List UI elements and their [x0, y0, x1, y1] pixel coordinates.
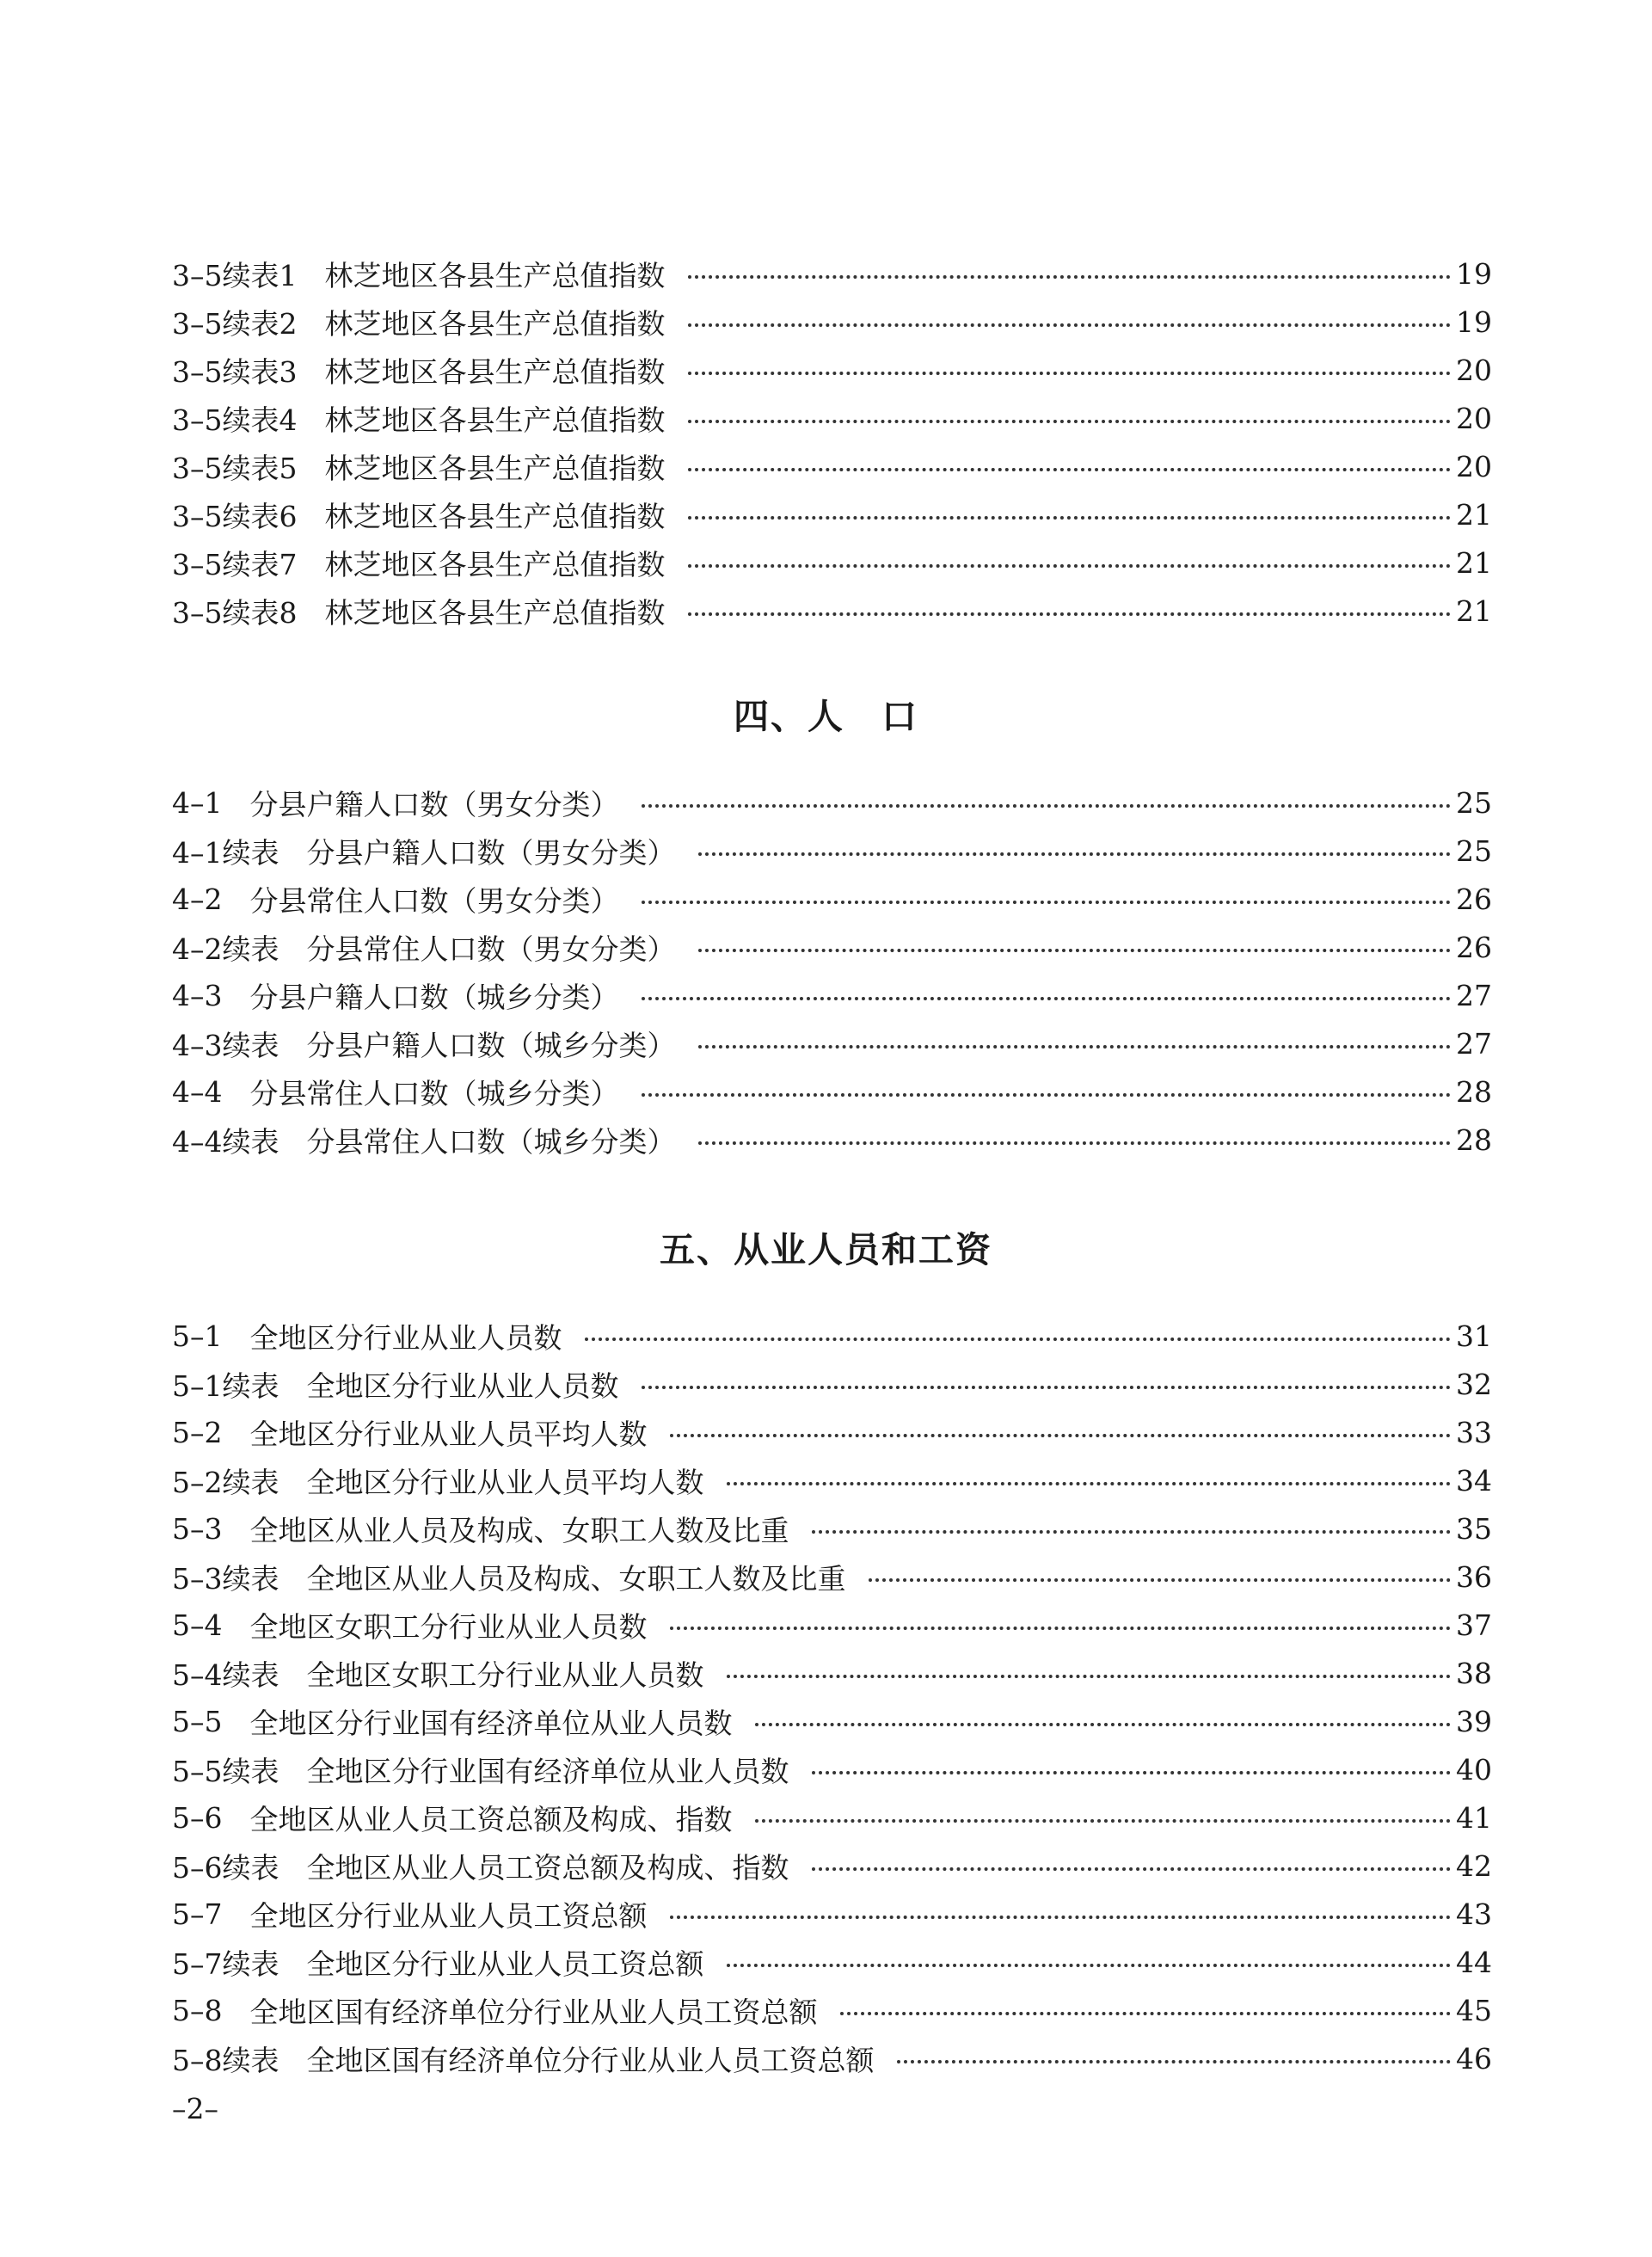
toc-entry-title: 林芝地区各县生产总值指数: [324, 354, 666, 389]
dot-leader: [812, 1867, 1452, 1871]
toc-entry[interactable]: [172, 1312, 1492, 1360]
toc-entry-number: 4–3: [172, 978, 223, 1012]
toc-entry-number: 5–8: [172, 1993, 223, 2027]
toc-entry-title: 全地区女职工分行业从业人员数: [249, 1609, 648, 1644]
dot-leader: [642, 1386, 1452, 1389]
toc-entry-title: 全地区从业人员工资总额及构成、指数: [306, 1850, 789, 1885]
toc-entry[interactable]: [172, 971, 1492, 1019]
toc-entry[interactable]: [172, 1553, 1492, 1601]
toc-entry-page-number: 46: [1456, 2041, 1492, 2076]
dot-leader: [698, 852, 1452, 856]
toc-entry-number: 5–3续表: [172, 1561, 279, 1596]
toc-entry-page-number: 19: [1456, 304, 1492, 339]
dot-leader: [688, 323, 1452, 327]
toc-entry[interactable]: [172, 1890, 1492, 1938]
toc-section-5-list: [172, 1312, 1492, 2082]
toc-entry-title: 全地区分行业从业人员工资总额: [249, 1898, 648, 1933]
toc-entry-number: 5–1: [172, 1319, 223, 1353]
toc-entry-number: 3–5续表6: [172, 499, 298, 533]
toc-entry-page-number: 26: [1456, 930, 1492, 964]
toc-entry-number: 5–5续表: [172, 1754, 279, 1788]
toc-entry-number: 5–6: [172, 1800, 223, 1835]
dot-leader: [670, 1916, 1452, 1919]
toc-entry[interactable]: [172, 2034, 1492, 2082]
toc-entry-title: 分县户籍人口数（男女分类）: [249, 787, 619, 821]
toc-entry-page-number: 20: [1456, 353, 1492, 387]
toc-entry-title: 全地区分行业国有经济单位从业人员数: [249, 1706, 733, 1740]
dot-leader: [698, 1141, 1452, 1145]
toc-entry-page-number: 20: [1456, 449, 1492, 483]
toc-entry[interactable]: [172, 1697, 1492, 1745]
section-5-heading: 五、从业人员和工资: [660, 1229, 992, 1270]
toc-entry-number: 4–1: [172, 785, 223, 820]
toc-entry-page-number: 44: [1456, 1945, 1492, 1979]
toc-entry[interactable]: [172, 1842, 1492, 1890]
toc-entry-page-number: 39: [1456, 1704, 1492, 1738]
dot-leader: [642, 997, 1452, 1000]
dot-leader: [812, 1530, 1452, 1534]
toc-entry-page-number: 25: [1456, 833, 1492, 868]
dot-leader: [585, 1338, 1452, 1341]
dot-leader: [688, 468, 1452, 471]
toc-entry-number: 5–1续表: [172, 1368, 279, 1403]
toc-entry-title: 分县户籍人口数（男女分类）: [306, 835, 676, 870]
toc-entry[interactable]: [172, 778, 1492, 827]
toc-entry-title: 分县户籍人口数（城乡分类）: [249, 980, 619, 1014]
toc-entry-number: 5–5: [172, 1704, 223, 1738]
dot-leader: [869, 1578, 1452, 1582]
toc-entry-page-number: 45: [1456, 1993, 1492, 2027]
toc-entry-number: 3–5续表1: [172, 258, 298, 292]
toc-entry[interactable]: [172, 1360, 1492, 1408]
toc-entry-page-number: 28: [1456, 1122, 1492, 1157]
toc-entry[interactable]: [172, 875, 1492, 923]
toc-entry[interactable]: [172, 587, 1492, 635]
dot-leader: [688, 275, 1452, 279]
toc-entry-title: 林芝地区各县生产总值指数: [324, 258, 666, 292]
toc-entry-number: 4–3续表: [172, 1028, 279, 1062]
toc-entry-page-number: 27: [1456, 1026, 1492, 1061]
toc-entry[interactable]: [172, 827, 1492, 875]
toc-entry-title: 分县常住人口数（男女分类）: [249, 883, 619, 918]
dot-leader: [688, 564, 1452, 568]
toc-entry-number: 4–4: [172, 1074, 223, 1109]
toc-entry-number: 5–3: [172, 1511, 223, 1546]
toc-entry-title: 林芝地区各县生产总值指数: [324, 306, 666, 341]
dot-leader: [727, 1964, 1452, 1967]
toc-entry-title: 全地区分行业从业人员工资总额: [306, 1946, 704, 1981]
dot-leader: [755, 1819, 1452, 1823]
toc-entry-page-number: 35: [1456, 1511, 1492, 1546]
toc-entry-title: 全地区从业人员工资总额及构成、指数: [249, 1802, 733, 1836]
toc-entry-title: 全地区从业人员及构成、女职工人数及比重: [249, 1513, 789, 1547]
toc-entry-title: 分县常住人口数（男女分类）: [306, 932, 676, 966]
toc-entry[interactable]: [172, 1504, 1492, 1553]
toc-section-4-list: [172, 778, 1492, 1164]
toc-entry[interactable]: [172, 249, 1492, 298]
toc-entry[interactable]: [172, 490, 1492, 538]
toc-entry-page-number: 26: [1456, 882, 1492, 916]
toc-entry-number: 3–5续表4: [172, 403, 298, 437]
toc-entry-page-number: 21: [1456, 545, 1492, 580]
toc-entry-title: 林芝地区各县生产总值指数: [324, 499, 666, 533]
toc-entry-page-number: 43: [1456, 1897, 1492, 1931]
dot-leader: [688, 516, 1452, 520]
toc-entry-number: 5–2续表: [172, 1465, 279, 1499]
toc-entry-number: 4–2: [172, 882, 223, 916]
toc-entry-number: 5–4: [172, 1608, 223, 1642]
toc-entry[interactable]: [172, 1019, 1492, 1067]
toc-entry[interactable]: [172, 1408, 1492, 1456]
toc-entry[interactable]: [172, 1067, 1492, 1116]
dot-leader: [670, 1434, 1452, 1437]
toc-entry-page-number: 27: [1456, 978, 1492, 1012]
toc-entry-title: 全地区从业人员及构成、女职工人数及比重: [306, 1561, 846, 1596]
toc-entry-title: 分县常住人口数（城乡分类）: [306, 1124, 676, 1159]
toc-entry-number: 3–5续表2: [172, 306, 298, 341]
toc-entry-number: 5–8续表: [172, 2043, 279, 2077]
dot-leader: [688, 420, 1452, 423]
toc-entry[interactable]: [172, 1793, 1492, 1842]
toc-entry[interactable]: [172, 346, 1492, 394]
toc-entry-title: 林芝地区各县生产总值指数: [324, 547, 666, 581]
toc-entry-number: 3–5续表5: [172, 451, 298, 485]
toc-entry-title: 全地区国有经济单位分行业从业人员工资总额: [249, 1995, 818, 2029]
toc-entry[interactable]: [172, 1116, 1492, 1164]
toc-entry-title: 全地区分行业从业人员平均人数: [249, 1417, 648, 1451]
dot-leader: [812, 1771, 1452, 1774]
toc-entry-number: 5–4续表: [172, 1657, 279, 1692]
toc-entry-number: 4–2续表: [172, 932, 279, 966]
toc-entry[interactable]: [172, 298, 1492, 346]
toc-entry[interactable]: [172, 923, 1492, 971]
toc-entry-number: 3–5续表7: [172, 547, 298, 581]
toc-entry[interactable]: [172, 1938, 1492, 1986]
toc-entry[interactable]: [172, 394, 1492, 442]
toc-entry-page-number: 20: [1456, 401, 1492, 435]
toc-entry-number: 5–2: [172, 1415, 223, 1449]
toc-entry-page-number: 21: [1456, 593, 1492, 628]
toc-entry-page-number: 40: [1456, 1752, 1492, 1787]
toc-entry-page-number: 19: [1456, 256, 1492, 291]
toc-entry-page-number: 36: [1456, 1559, 1492, 1594]
dot-leader: [688, 612, 1452, 616]
toc-entry-title: 林芝地区各县生产总值指数: [324, 595, 666, 630]
dot-leader: [698, 949, 1452, 952]
toc-entry-number: 5–7: [172, 1897, 223, 1931]
toc-entry-title: 分县户籍人口数（城乡分类）: [306, 1028, 676, 1062]
toc-entry-page-number: 41: [1456, 1800, 1492, 1835]
toc-entry[interactable]: [172, 1456, 1492, 1504]
toc-entry-page-number: 37: [1456, 1608, 1492, 1642]
toc-entry-page-number: 21: [1456, 497, 1492, 532]
toc-entry-page-number: 38: [1456, 1656, 1492, 1690]
toc-entry-page-number: 28: [1456, 1074, 1492, 1109]
toc-entry-number: 5–7续表: [172, 1946, 279, 1981]
toc-entry-title: 全地区分行业从业人员数: [306, 1368, 619, 1403]
toc-entry-number: 5–6续表: [172, 1850, 279, 1885]
toc-entry-title: 全地区分行业国有经济单位从业人员数: [306, 1754, 789, 1788]
section-4-heading: 四、人 口: [734, 696, 918, 737]
toc-entry[interactable]: [172, 538, 1492, 587]
toc-entry-title: 全地区国有经济单位分行业从业人员工资总额: [306, 2043, 875, 2077]
page-number: –2–: [172, 2092, 218, 2125]
toc-entry-number: 4–1续表: [172, 835, 279, 870]
toc-entry-title: 林芝地区各县生产总值指数: [324, 451, 666, 485]
dot-leader: [642, 901, 1452, 904]
toc-entry-page-number: 33: [1456, 1415, 1492, 1449]
dot-leader: [688, 372, 1452, 375]
dot-leader: [642, 804, 1452, 808]
toc-entry-title: 全地区分行业从业人员平均人数: [306, 1465, 704, 1499]
dot-leader: [727, 1675, 1452, 1678]
toc-entry-page-number: 32: [1456, 1367, 1492, 1401]
toc-entry-page-number: 25: [1456, 785, 1492, 820]
dot-leader: [897, 2060, 1452, 2063]
toc-entry[interactable]: [172, 1601, 1492, 1649]
toc-entry-page-number: 34: [1456, 1463, 1492, 1497]
toc-section-3-list: [172, 249, 1492, 635]
toc-entry[interactable]: [172, 1745, 1492, 1793]
dot-leader: [642, 1093, 1452, 1097]
toc-entry-number: 4–4续表: [172, 1124, 279, 1159]
dot-leader: [698, 1045, 1452, 1049]
toc-entry[interactable]: [172, 1649, 1492, 1697]
dot-leader: [755, 1723, 1452, 1726]
dot-leader: [727, 1482, 1452, 1485]
toc-entry[interactable]: [172, 1986, 1492, 2034]
toc-entry-title: 全地区女职工分行业从业人员数: [306, 1657, 704, 1692]
toc-entry-page-number: 42: [1456, 1848, 1492, 1883]
toc-entry-title: 林芝地区各县生产总值指数: [324, 403, 666, 437]
dot-leader: [840, 2012, 1452, 2015]
toc-entry-title: 分县常住人口数（城乡分类）: [249, 1076, 619, 1110]
toc-entry[interactable]: [172, 442, 1492, 490]
toc-entry-page-number: 31: [1456, 1319, 1492, 1353]
toc-entry-number: 3–5续表3: [172, 354, 298, 389]
dot-leader: [670, 1627, 1452, 1630]
toc-entry-title: 全地区分行业从业人员数: [249, 1320, 562, 1355]
toc-entry-number: 3–5续表8: [172, 595, 298, 630]
